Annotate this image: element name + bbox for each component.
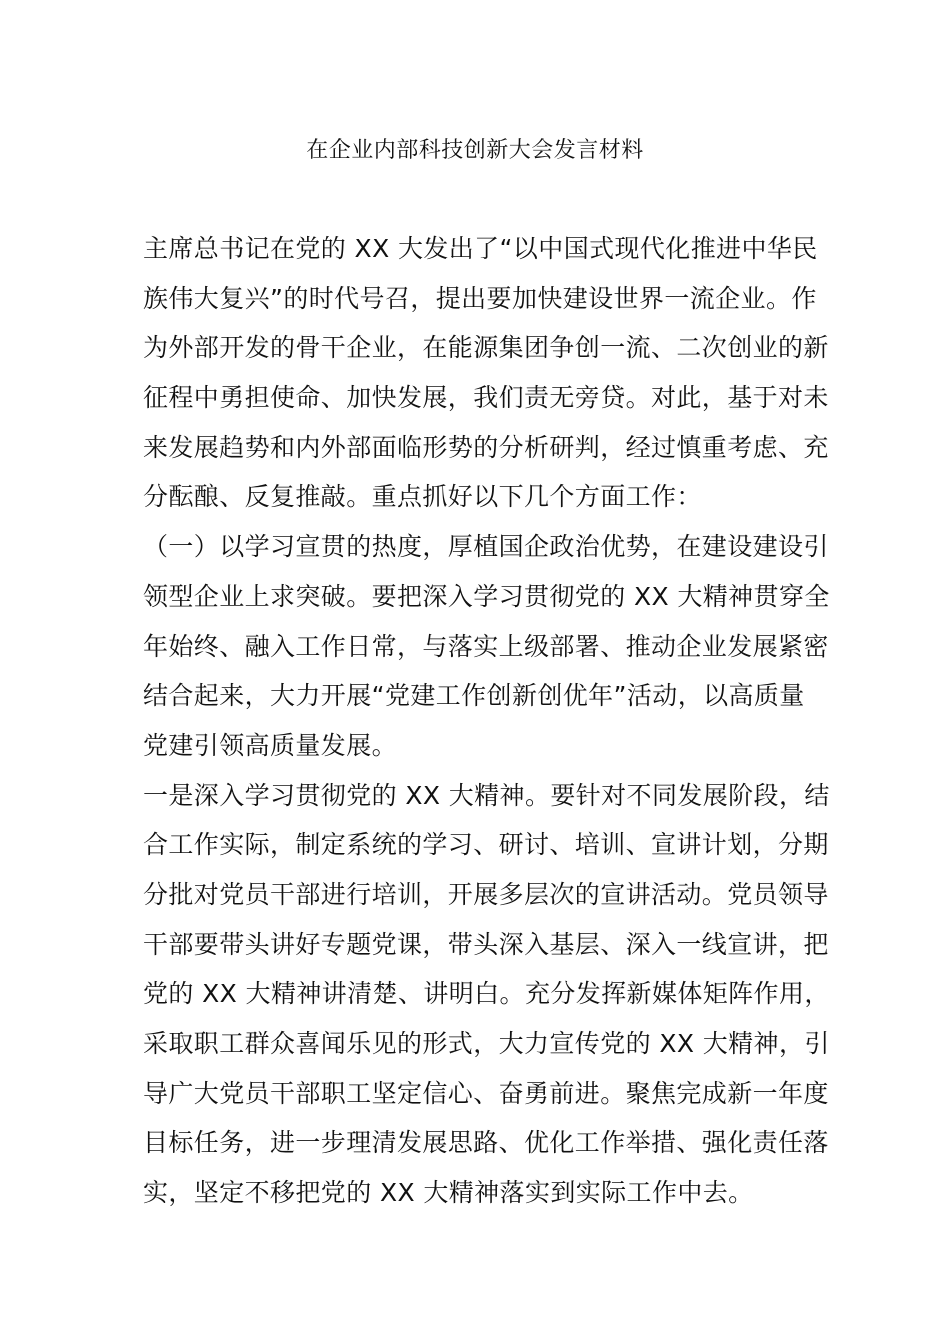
text-line: 征程中勇担使命、加快发展，我们责无旁贷。对此，基于对未 — [143, 383, 829, 413]
text-line: 领型企业上求突破。要把深入学习贯彻党的 XX 大精神贯穿全 — [143, 581, 830, 611]
text-line: 一是深入学习贯彻党的 XX 大精神。要针对不同发展阶段，结 — [143, 780, 830, 810]
text-line: 主席总书记在党的 XX 大发出了“以中国式现代化推进中华民 — [143, 234, 818, 263]
text-line: 目标任务，进一步理清发展思路、优化工作举措、强化责任落 — [143, 1128, 829, 1158]
text-line: 党建引领高质量发展。 — [143, 730, 398, 760]
text-line: 分批对党员干部进行培训，开展多层次的宣讲活动。党员领导 — [143, 879, 829, 909]
text-line: 合工作实际，制定系统的学习、研讨、培训、宣讲计划，分期 — [143, 830, 829, 860]
text-line: （一）以学习宣贯的热度，厚植国企政治优势，在建设建设引 — [143, 532, 829, 562]
text-line: 分酝酿、反复推敲。重点抓好以下几个方面工作： — [143, 482, 702, 512]
text-line: 干部要带头讲好专题党课，带头深入基层、深入一线宣讲，把 — [143, 929, 829, 959]
text-line: 年始终、融入工作日常，与落实上级部署、推动企业发展紧密 — [143, 631, 829, 661]
text-line: 实，坚定不移把党的 XX 大精神落实到实际工作中去。 — [143, 1178, 754, 1208]
text-line: 采取职工群众喜闻乐见的形式，大力宣传党的 XX 大精神，引 — [143, 1029, 830, 1058]
text-line: 结合起来，大力开展“党建工作创新创优年”活动，以高质量 — [143, 681, 805, 711]
text-line: 为外部开发的骨干企业，在能源集团争创一流、二次创业的新 — [143, 333, 829, 363]
text-line: 族伟大复兴”的时代号召，提出要加快建设世界一流企业。作 — [143, 283, 817, 313]
document-body — [143, 224, 830, 1218]
text-line: 来发展趋势和内外部面临形势的分析研判，经过慎重考虑、充 — [143, 432, 829, 462]
text-line: 党的 XX 大精神讲清楚、讲明白。充分发挥新媒体矩阵作用， — [143, 979, 830, 1009]
document-title: 在企业内部科技创新大会发言材料 — [306, 138, 644, 163]
text-line: 导广大党员干部职工坚定信心、奋勇前进。聚焦完成新一年度 — [143, 1078, 829, 1108]
